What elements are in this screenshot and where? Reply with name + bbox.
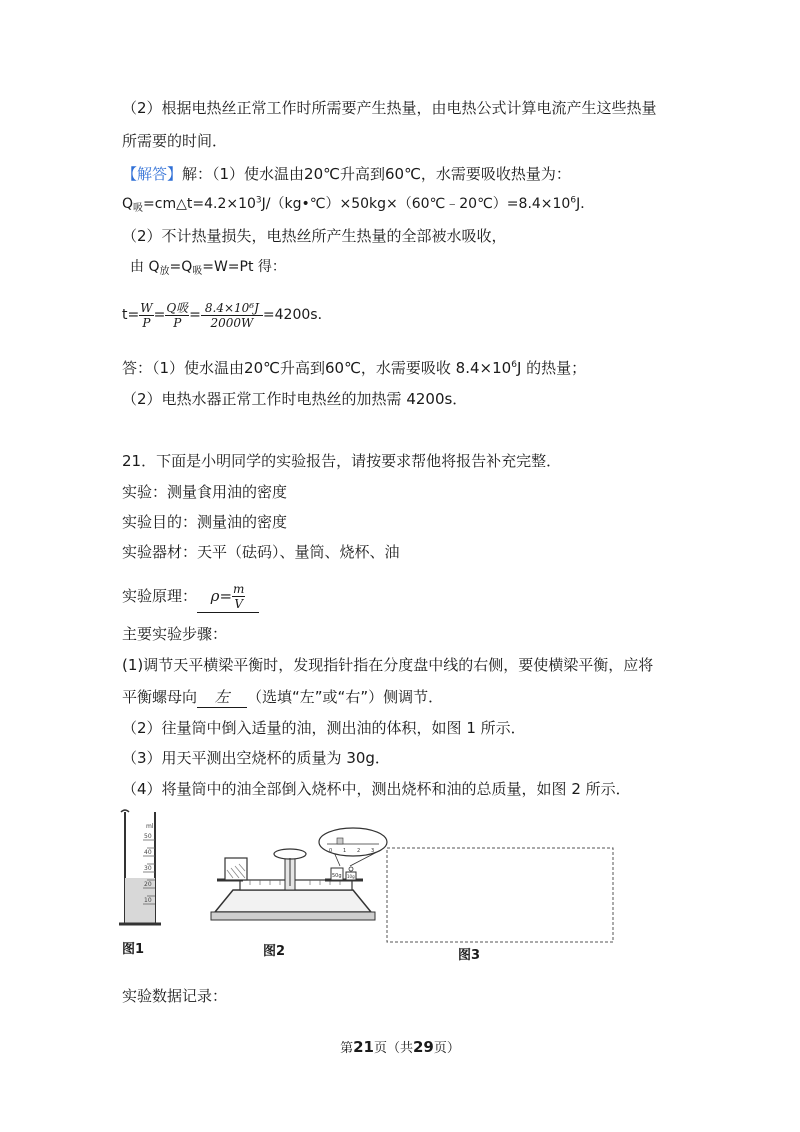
question-purpose: 实验目的：测量油的密度 [122, 513, 288, 531]
analysis-line-1: （2）根据电热丝正常工作时所需要产生热量，由电热公式计算电流产生这些热量 [122, 99, 657, 117]
scale-mark: 0 [329, 848, 333, 854]
page-number: 21 [353, 1038, 374, 1056]
cylinder-mark: 20 [144, 881, 152, 888]
cylinder-mark: 30 [144, 865, 152, 872]
total-pages: 29 [413, 1038, 434, 1056]
graduated-cylinder-figure [119, 810, 161, 924]
question-principle: 实验原理： ρ= $\frac{m}{V}$ [122, 580, 259, 613]
question-title: 21．下面是小明同学的实验报告，请按要求帮他将报告补充完整． [122, 452, 562, 470]
weight-label: 10g [347, 874, 355, 879]
step-3: （3）用天平测出空烧杯的质量为 30g． [122, 749, 390, 767]
figures-area [115, 800, 655, 970]
scale-mark: 1 [343, 848, 347, 854]
weight-label: 50g [332, 873, 342, 879]
scale-mark: 3 [371, 848, 375, 854]
figure-2-label: 图2 [263, 944, 286, 959]
answer-tag: 【解答】 [122, 165, 183, 183]
cylinder-mark: 50 [144, 833, 152, 840]
question-experiment: 实验：测量食用油的密度 [122, 483, 288, 501]
answer-equation-3: t= $\frac{W}{P}$ = $\frac{\text{Q吸}}{P}$ = $\frac{\text{8.4×10⁶J}}{2000W}$ =4200s． [122, 300, 332, 330]
page-footer: 第21页（共29页） [340, 1038, 460, 1056]
answer-equation-1: $Q_吸=cm\triangle t=4.2\times 10^3J/(kg•℃)\times 50kg\times(60℃﹣20℃)=8.4\times 10^6J$． [122, 195, 595, 214]
conclusion-line-2: （2）电热水器正常工作时电热丝的加热需 4200s． [122, 390, 468, 408]
scale-mark: 2 [357, 848, 361, 854]
question-equipment: 实验器材：天平（砝码）、量筒、烧杯、油 [122, 543, 400, 561]
figure-3-label: 图3 [458, 948, 481, 963]
answer-equation-2: 由 $Q_放=Q_吸=W=Pt$ 得： [130, 259, 286, 277]
answer-intro [122, 164, 571, 184]
figure-3-placeholder [387, 848, 613, 942]
figure-1-label: 图1 [122, 942, 145, 957]
conclusion-line-1: 答：（1）使水温由20℃升高到60℃，水需要吸收 $8.4\times 10^6J$ 的热量； [122, 359, 587, 377]
cylinder-unit: ml [146, 823, 154, 830]
balance-scale-figure [211, 828, 387, 920]
cylinder-mark: 10 [144, 897, 152, 904]
answer-part-2: （2）不计热量损失，电热丝所产生热量的全部被水吸收， [122, 227, 507, 245]
step-1-line-2: 平衡螺母向 左 （选填“左”或“右”）侧调节． [122, 688, 444, 706]
step-2: （2）往量筒中倒入适量的油，测出油的体积，如图 1 所示． [122, 719, 526, 737]
analysis-line-2: 所需要的时间． [122, 132, 228, 150]
step-1-line-1: (1)调节天平横梁平衡时，发现指针指在分度盘中线的右侧，要使横梁平衡，应将 [122, 656, 654, 674]
cylinder-mark: 40 [144, 849, 152, 856]
principle-answer: ρ= $\frac{m}{V}$ [197, 580, 259, 613]
answer-intro-text: 解：（1）使水温由20℃升高到60℃，水需要吸收热量为： [182, 165, 571, 183]
step-4: （4）将量筒中的油全部倒入烧杯中，测出烧杯和油的总质量，如图 2 所示． [122, 780, 631, 798]
step-1-answer: 左 [197, 687, 247, 708]
steps-title: 主要实验步骤： [122, 625, 228, 643]
data-record-heading: 实验数据记录： [122, 987, 228, 1005]
